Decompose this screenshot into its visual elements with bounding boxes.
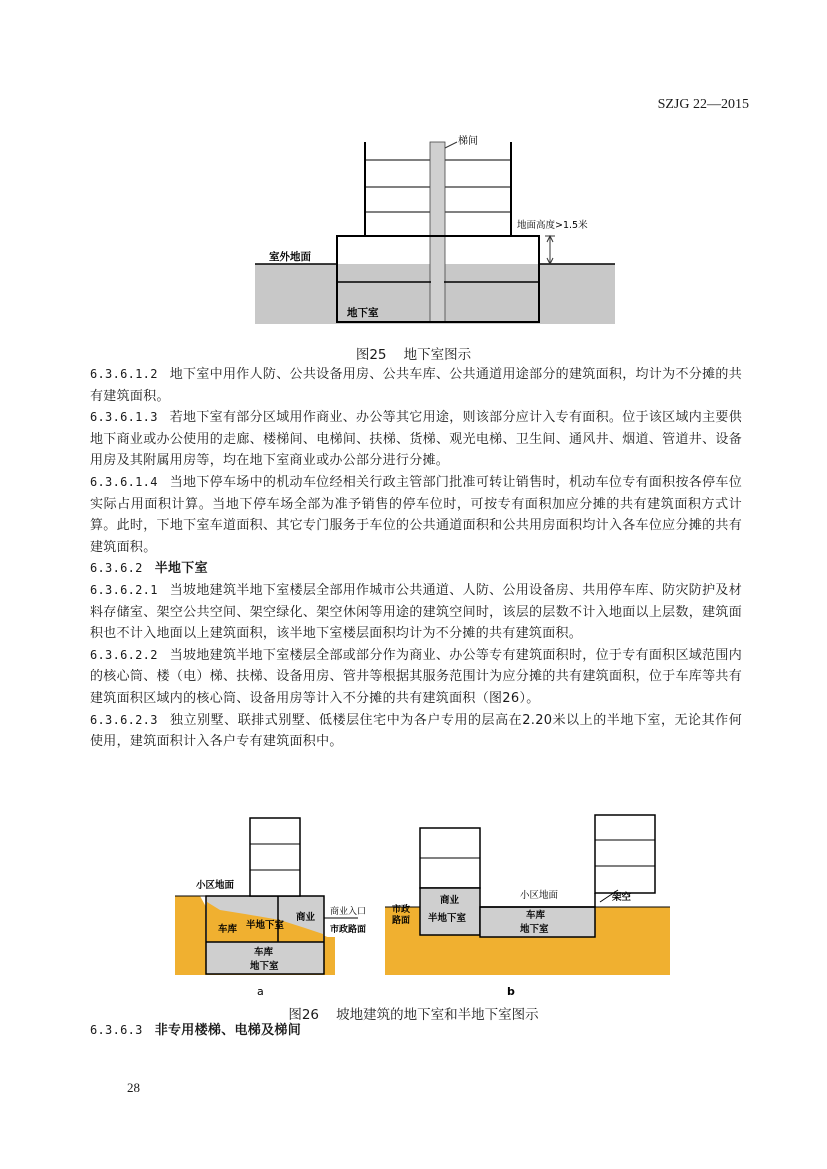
outdoor-ground-label: 室外地面 — [269, 251, 311, 263]
figure-26-diagram — [170, 810, 670, 1000]
fig26b-commercial: 商业 — [440, 895, 460, 906]
basement-label: 地下室 — [347, 307, 379, 319]
fig26a-lower-basement: 地下室 — [250, 961, 279, 972]
figure-26a — [175, 818, 366, 998]
fig26b-basement: 地下室 — [520, 924, 549, 935]
ground-height-label: 地面高度>1.5米 — [517, 220, 588, 231]
last-heading: 6.3.6.3 非专用楼梯、电梯及梯间 — [90, 1023, 301, 1038]
fig26a-semi-basement: 半地下室 — [246, 920, 285, 931]
figure-26b — [385, 815, 670, 998]
figure-25-caption: 图25 地下室图示 — [355, 347, 472, 363]
paragraph-6-3-6-2-1: 6.3.6.2.1 当坡地建筑半地下室楼层全部用作城市公共通道、人防、公用设备房、共用停车库、防灾防护及材料存储室、架空公共空间、架空绿化、架空休闲等用途的建筑空间时，该层的层数不计入地面以上层数，建筑面积也不计入地面以上建筑面积，该半地下室楼层面积均计为不分摊的共有建筑面积。 — [90, 582, 742, 642]
fig26a-commercial: 商业 — [296, 912, 316, 923]
paragraph-6-3-6-1-4: 6.3.6.1.4 当地下停车场中的机动车位经相关行政主管部门批准可转让销售时，机动车位专有面积按各停车位实际占用面积计算。当地下停车场全部为准予销售的停车位时，可按专有面积加应分摊的共有建筑面积方式计算。此时，下地下室车道面积、其它专门服务于车位的公共通道面积和公共用房面积均计入各车位应分摊的共有建筑面积。 — [90, 474, 742, 555]
fig26b-garage: 车库 — [526, 910, 546, 921]
figure-25-diagram — [255, 130, 615, 330]
fig26a-municipal-road: 市政路面 — [330, 925, 367, 935]
fig26a-community-ground: 小区地面 — [196, 880, 235, 891]
paragraph-6-3-6-2-3: 6.3.6.2.3 独立别墅、联排式别墅、低楼层住宅中为各户专用的层高在2.20米以上的半地下室，无论其作何使用，建筑面积计入各户专有建筑面积中。 — [90, 712, 742, 750]
body-text — [90, 364, 742, 753]
page-number: 28 — [127, 1080, 140, 1095]
section-heading-6-3-6-2: 6.3.6.2 半地下室 — [90, 561, 208, 577]
fig26b-community-ground: 小区地面 — [520, 890, 559, 901]
paragraph-6-3-6-1-2: 6.3.6.1.2 地下室中用作人防、公共设备用房、公共车库、公共通道用途部分的建筑面积，均计为不分摊的共有建筑面积。 — [90, 367, 742, 404]
fig26b-road-1: 市政 — [392, 905, 411, 915]
paragraph-6-3-6-1-3: 6.3.6.1.3 若地下室有部分区域用作商业、办公等其它用途，则该部分应计入专有面积。位于该区域内主要供地下商业或办公使用的走廊、楼梯间、电梯间、扶梯、货梯、观光电梯、卫生间、通风井、烟道、管道井、设备用房及其附属用房等，均在地下室商业或办公部分进行分摊。 — [90, 410, 742, 469]
stairwell-label: 梯间 — [458, 136, 478, 147]
figure-26-caption: 图26 坡地建筑的地下室和半地下室图示 — [288, 1007, 539, 1023]
fig26a-entrance: 商业入口 — [330, 907, 367, 917]
fig26b-elevated: 架空 — [612, 892, 632, 903]
fig26b-road-2: 路面 — [392, 916, 411, 926]
fig26a-lower-garage: 车库 — [254, 947, 274, 958]
fig26b-sublabel: b — [507, 985, 515, 998]
paragraph-6-3-6-2-2: 6.3.6.2.2 当坡地建筑半地下室楼层全部或部分作为商业、办公等专有建筑面积时，位于专有面积区域范围内的核心筒、楼（电）梯、扶梯、设备用房、管井等根据其服务范围计为应分摊的共有建筑面积，位于车库等共有建筑面积区域内的核心筒、设备用房等计入不分摊的共有建筑面积（图26）。 — [90, 647, 742, 706]
fig26a-sublabel: a — [257, 985, 264, 998]
fig26a-garage: 车库 — [218, 924, 238, 935]
document-code: SZJG 22—2015 — [657, 97, 749, 112]
fig26b-semi-basement: 半地下室 — [428, 913, 467, 924]
